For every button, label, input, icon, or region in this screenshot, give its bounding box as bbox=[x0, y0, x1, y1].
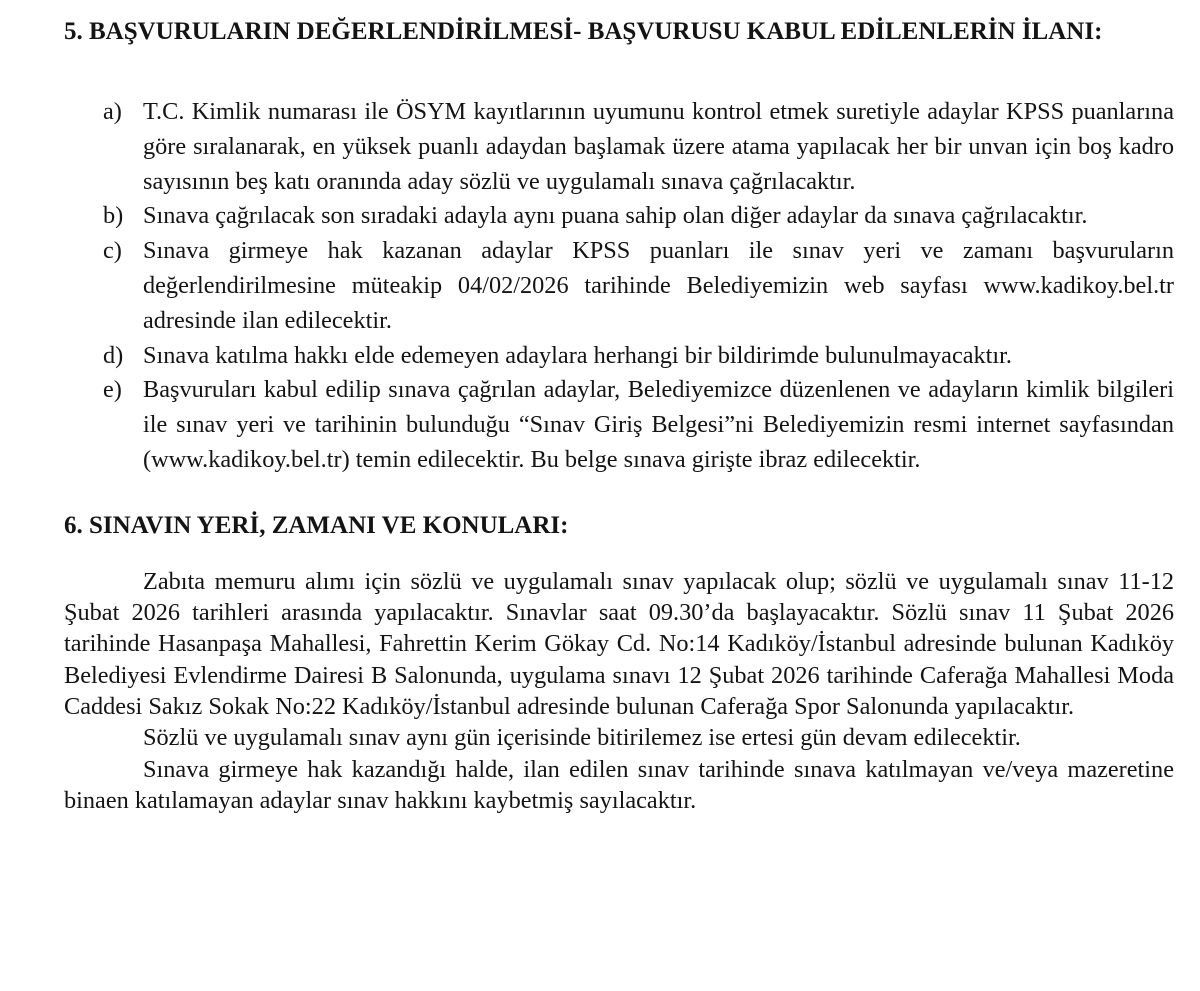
list-marker: c) bbox=[103, 237, 122, 265]
section-6-paragraph: Sözlü ve uygulamalı sınav aynı gün içerisinde bitirilemez ise ertesi gün devam edilecektir. bbox=[143, 724, 1021, 752]
section-6-paragraph: Zabıta memuru alımı için sözlü ve uygulamalı sınav yapılacak olup; sözlü ve uygulamalı sınav 11-12 Şubat 2026 tarihleri arasında yapılacaktır. Sınavlar saat 09.30’da başlayacaktır. Sözlü sınav 11 Şubat 2026 tarihinde Hasanpaşa Mahallesi, Fahrettin Kerim Gökay Cd. No:14 Kadıköy/İstanbul adresinde bulunan Kadıköy Belediyesi Evlendirme Dairesi B Salonunda, uygulama sınavı 12 Şubat 2026 tarihinde Caferağa Mahallesi Moda Caddesi Sakız Sokak No:22 Kadıköy/İstanbul adresinde bulunan Caferağa Spor Salonunda yapılacaktır. bbox=[64, 567, 1174, 720]
list-marker: e) bbox=[103, 376, 122, 404]
document-page bbox=[64, 14, 1174, 816]
list-item-text: Başvuruları kabul edilip sınava çağrılan adaylar, Belediyemizce düzenlenen ve adayların kimlik bilgileri ile sınav yeri ve tarihinin bulunduğu “Sınav Giriş Belgesi”ni Belediyemizin resmi internet sayfasından (www.kadikoy.bel.tr) temin edilecektir. Bu belge sınava girişte ibraz edilecektir. bbox=[143, 376, 1174, 473]
section-5-heading: 5. BAŞVURULARIN DEĞERLENDİRİLMESİ- BAŞVURUSU KABUL EDİLENLERİN İLANI: bbox=[64, 18, 1103, 45]
list-item-text: T.C. Kimlik numarası ile ÖSYM kayıtlarının uyumunu kontrol etmek suretiyle adaylar KPSS puanlarına göre sıralanarak, en yüksek puanlı adaydan başlamak üzere atama yapılacak her bir unvan için boş kadro sayısının beş katı oranında aday sözlü ve uygulamalı sınava çağrılacaktır. bbox=[143, 98, 1174, 195]
list-marker: b) bbox=[103, 202, 124, 230]
section-5-list bbox=[64, 95, 1174, 478]
list-item-text: Sınava girmeye hak kazanan adaylar KPSS puanları ile sınav yeri ve zamanı başvuruların değerlendirilmesine müteakip 04/02/2026 tarihinde Belediyemizin web sayfası www.kadikoy.bel.tr adresinde ilan edilecektir. bbox=[143, 237, 1174, 334]
list-item bbox=[64, 373, 1174, 477]
list-item-text: Sınava çağrılacak son sıradaki adayla aynı puana sahip olan diğer adaylar da sınava çağrılacaktır. bbox=[143, 202, 1088, 230]
list-marker: d) bbox=[103, 341, 124, 369]
list-marker: a) bbox=[103, 98, 122, 125]
section-6-heading: 6. SINAVIN YERİ, ZAMANI VE KONULARI: bbox=[64, 511, 569, 539]
section-6-paragraph: Sınava girmeye hak kazandığı halde, ilan edilen sınav tarihinde sınava katılmayan ve/veya mazeretine binaen katılamayan adaylar sınav hakkını kaybetmiş sayılacaktır. bbox=[64, 755, 1174, 814]
section-6-body bbox=[64, 566, 1174, 816]
list-item bbox=[64, 339, 1174, 374]
list-item bbox=[64, 234, 1174, 338]
list-item bbox=[64, 95, 1174, 199]
list-item-text: Sınava katılma hakkı elde edemeyen adaylara herhangi bir bildirimde bulunulmayacaktır. bbox=[143, 341, 1012, 369]
list-item bbox=[64, 199, 1174, 234]
